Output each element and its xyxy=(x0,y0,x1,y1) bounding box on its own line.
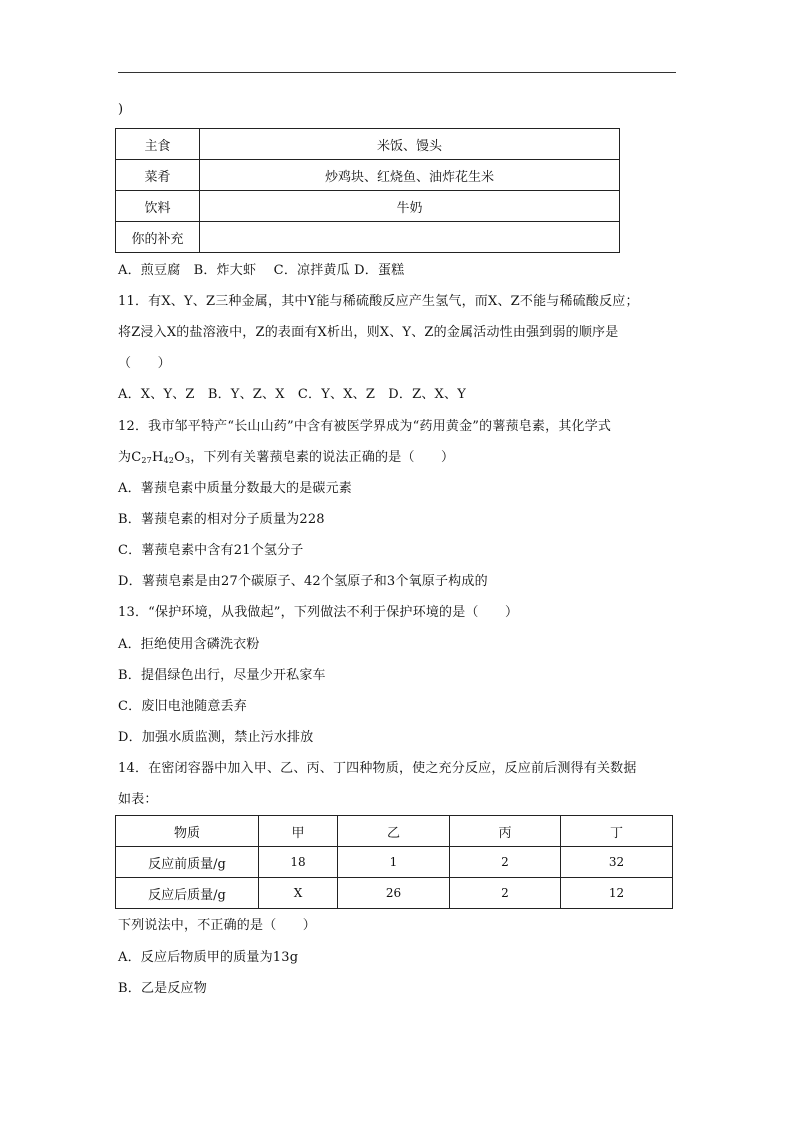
table-cell: 反应后质量/g xyxy=(116,878,259,909)
q11-line2: 将Z浸入X的盐溶液中，Z的表面有X析出，则X、Y、Z的金属活动性由强到弱的顺序是 xyxy=(118,325,619,340)
table-row xyxy=(116,222,620,253)
formula-sub-c: 27 xyxy=(141,456,152,465)
table-cell: 32 xyxy=(561,847,673,878)
formula-sub-h: 42 xyxy=(163,456,175,465)
q13-option-b: B．提倡绿色出行，尽量少开私家车 xyxy=(118,668,326,683)
q12-option-c: C．薯蓣皂素中含有21个氢分子 xyxy=(118,543,304,558)
table-cell xyxy=(200,222,620,253)
header-rule xyxy=(118,72,676,73)
table-row xyxy=(116,878,673,909)
table-row xyxy=(116,191,620,222)
q13-option-a: A．拒绝使用含磷洗衣粉 xyxy=(118,637,260,652)
q12-line1: 12．我市邹平特产“长山山药”中含有被医学界成为“药用黄金”的薯蓣皂素，其化学式 xyxy=(118,419,612,434)
q13-option-d: D．加强水质监测，禁止污水排放 xyxy=(118,730,314,745)
table-header-cell: 甲 xyxy=(259,816,338,847)
q14-option-b: B．乙是反应物 xyxy=(118,981,207,996)
q11-line1: 11．有X、Y、Z三种金属，其中Y能与稀硫酸反应产生氢气，而X、Z不能与稀硫酸反应； xyxy=(118,294,639,309)
table-cell: 主食 xyxy=(116,129,200,160)
table-cell: 12 xyxy=(561,878,673,909)
table-cell: 米饭、馒头 xyxy=(200,129,620,160)
table-cell: 你的补充 xyxy=(116,222,200,253)
meal-table xyxy=(115,128,620,253)
q12-formula-line xyxy=(118,450,454,466)
table-cell: 26 xyxy=(338,878,450,909)
table-row xyxy=(116,129,620,160)
table-header-cell: 丁 xyxy=(561,816,673,847)
q13-line1: 13．“保护环境，从我做起”，下列做法不利于保护环境的是（ ） xyxy=(118,605,519,620)
q13-option-c: C．废旧电池随意丢弃 xyxy=(118,699,247,714)
q10-tail: ) xyxy=(118,102,124,117)
table-cell: 炒鸡块、红烧鱼、油炸花生米 xyxy=(200,160,620,191)
q14-line1: 14．在密闭容器中加入甲、乙、丙、丁四种物质，使之充分反应，反应前后测得有关数据 xyxy=(118,761,637,776)
formula-prefix: 为C xyxy=(118,450,142,465)
table-cell: 2 xyxy=(450,847,561,878)
mass-table xyxy=(115,815,673,909)
formula-suffix: ，下列有关薯蓣皂素的说法正确的是（ ） xyxy=(190,450,455,465)
q14-line2: 如表： xyxy=(118,792,158,807)
table-cell: 2 xyxy=(450,878,561,909)
table-header-row xyxy=(116,816,673,847)
q14-line3: 下列说法中，不正确的是（ ） xyxy=(118,918,317,933)
table-cell: 牛奶 xyxy=(200,191,620,222)
table-cell: 菜肴 xyxy=(116,160,200,191)
table-header-cell: 丙 xyxy=(450,816,561,847)
table-row xyxy=(116,847,673,878)
table-header-cell: 乙 xyxy=(338,816,450,847)
q10-options: A．煎豆腐 B．炸大虾 C．凉拌黄瓜 D．蛋糕 xyxy=(118,263,405,278)
q12-option-a: A．薯蓣皂素中质量分数最大的是碳元素 xyxy=(118,481,352,496)
table-header-cell: 物质 xyxy=(116,816,259,847)
q11-options: A．X、Y、Z B．Y、Z、X C．Y、X、Z D．Z、X、Y xyxy=(118,387,466,402)
q12-option-b: B．薯蓣皂素的相对分子质量为228 xyxy=(118,512,325,527)
q12-option-d: D．薯蓣皂素是由27个碳原子、42个氢原子和3个氧原子构成的 xyxy=(118,574,488,589)
formula-sub-o: 3 xyxy=(184,456,191,465)
table-cell: 饮料 xyxy=(116,191,200,222)
table-cell: 18 xyxy=(259,847,338,878)
q14-option-a: A．反应后物质甲的质量为13g xyxy=(118,950,299,965)
formula-h: H xyxy=(151,450,164,465)
table-cell: 1 xyxy=(338,847,450,878)
table-row xyxy=(116,160,620,191)
table-cell: 反应前质量/g xyxy=(116,847,259,878)
q11-line3: （ ） xyxy=(118,356,171,371)
table-cell: X xyxy=(259,878,338,909)
formula-o: O xyxy=(174,450,185,465)
